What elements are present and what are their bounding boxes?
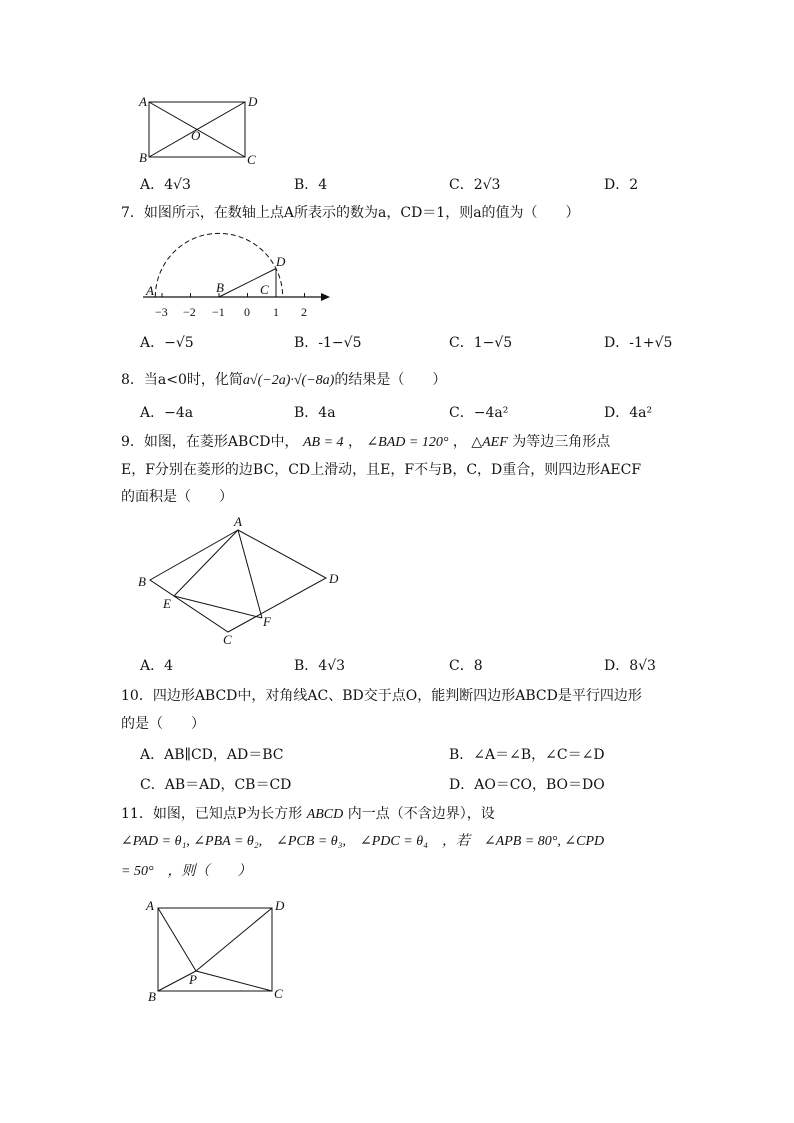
q9-rhombus-figure [130,512,350,652]
q10-option-c: C．AB＝AD，CB＝CD [140,777,292,793]
q10-line-1: 10．四边形ABCD中，对角线AC、BD交于点O，能判断四边形ABCD是平行四边形 [121,688,642,704]
q6-option-a: A．4√3 [140,177,191,193]
q11-line1-c: 内一点（不含边界），设 [347,806,495,822]
q6-figure [130,90,270,170]
q7-label-C: C [260,282,269,297]
q11-label-P: P [189,972,197,987]
q7-tick-neg1: −1 [212,305,225,319]
q7-option-b: B．-1−√5 [294,335,362,351]
q6-label-B: B [139,150,147,165]
q6-label-C: C [247,152,256,167]
q9-line1-tail: 为等边三角形点 [512,434,611,450]
q7-tick-neg3: −3 [155,305,168,319]
q9-line1-angle: ∠BAD = 120° [366,435,449,450]
q8-stem-suffix: 的结果是（ ） [334,372,447,388]
q8-option-c: C．−4a² [449,405,509,421]
q7-label-A: A [146,283,154,298]
q10-option-d: D．AO＝CO，BO＝DO [449,777,605,793]
q10-line-2: 的是（ ） [121,716,205,732]
q11-label-B: B [148,989,156,1004]
q7-option-a: A．−√5 [140,335,194,351]
q8-stem [121,370,446,391]
q11-line-1 [121,804,495,825]
q6-label-O: O [191,128,201,143]
q9-label-C: C [223,632,232,647]
q6-label-D: D [248,94,258,109]
q6-label-A: A [139,94,147,109]
q9-option-c: C．8 [449,658,483,674]
q9-option-d: D．8√3 [604,658,656,674]
q11-line1-a: 11．如图，已知点P为长方形 [121,806,303,822]
q6-option-c: C．2√3 [449,177,501,193]
q8-option-b: B．4a [294,405,336,421]
q7-number-line-figure [135,230,335,325]
q9-line1-ab: AB = 4 [302,435,344,450]
q11-line-3: = 50° ，则（ ） [121,864,252,879]
q7-label-B: B [216,280,224,295]
q7-option-d: D．-1+√5 [604,335,673,351]
q9-option-b: B．4√3 [294,658,346,674]
q9-line-2: E，F分别在菱形的边BC，CD上滑动，且E，F不与B，C，D重合，则四边形AECF [121,462,642,478]
q11-line-2: ∠PAD = θ₁, ∠PBA = θ₂, ∠PCB = θ₃, ∠PDC = θ₄ ，若 ∠APB = 80°, ∠CPD [121,834,605,849]
q7-option-c: C．1−√5 [449,335,513,351]
q11-label-C: C [274,986,283,1001]
q9-option-a: A．4 [140,658,174,674]
q10-option-a: A．AB∥CD，AD＝BC [140,747,284,763]
q8-stem-expression: a√(−2a)·√(−8a) [242,373,335,388]
q11-line1-rect: ABCD [306,807,344,822]
q9-line1-comma1: ， [347,434,362,450]
q9-line1-a: 9．如图，在菱形ABCD中， [121,434,299,450]
q9-label-F: F [263,614,271,629]
q9-label-D: D [329,571,339,586]
q9-line1-triangle: △AEF [471,435,508,450]
q11-rectangle-figure [140,895,300,1005]
q8-option-a: A．−4a [140,405,194,421]
q7-label-D: D [276,254,286,269]
q6-option-d: D．2 [604,177,639,193]
q10-option-b: B．∠A＝∠B，∠C＝∠D [449,747,605,763]
q6-option-b: B．4 [294,177,328,193]
q7-tick-neg2: −2 [183,305,196,319]
q8-stem-prefix: 8．当a<0时，化简 [121,372,243,388]
q7-tick-0: 0 [244,305,250,319]
q9-label-A: A [234,514,242,529]
q9-label-B: B [138,574,146,589]
q7-tick-2: 2 [301,305,307,319]
q7-tick-1: 1 [273,305,279,319]
q9-line1-comma2: ， [452,434,467,450]
q8-option-d: D．4a² [604,405,653,421]
q11-label-A: A [146,898,154,913]
q11-label-D: D [275,898,285,913]
q9-label-E: E [163,596,171,611]
q9-line-1 [121,432,610,453]
q9-line-3: 的面积是（ ） [121,489,233,505]
q7-stem: 7．如图所示，在数轴上点A所表示的数为a，CD＝1，则a的值为（ ） [121,205,580,221]
